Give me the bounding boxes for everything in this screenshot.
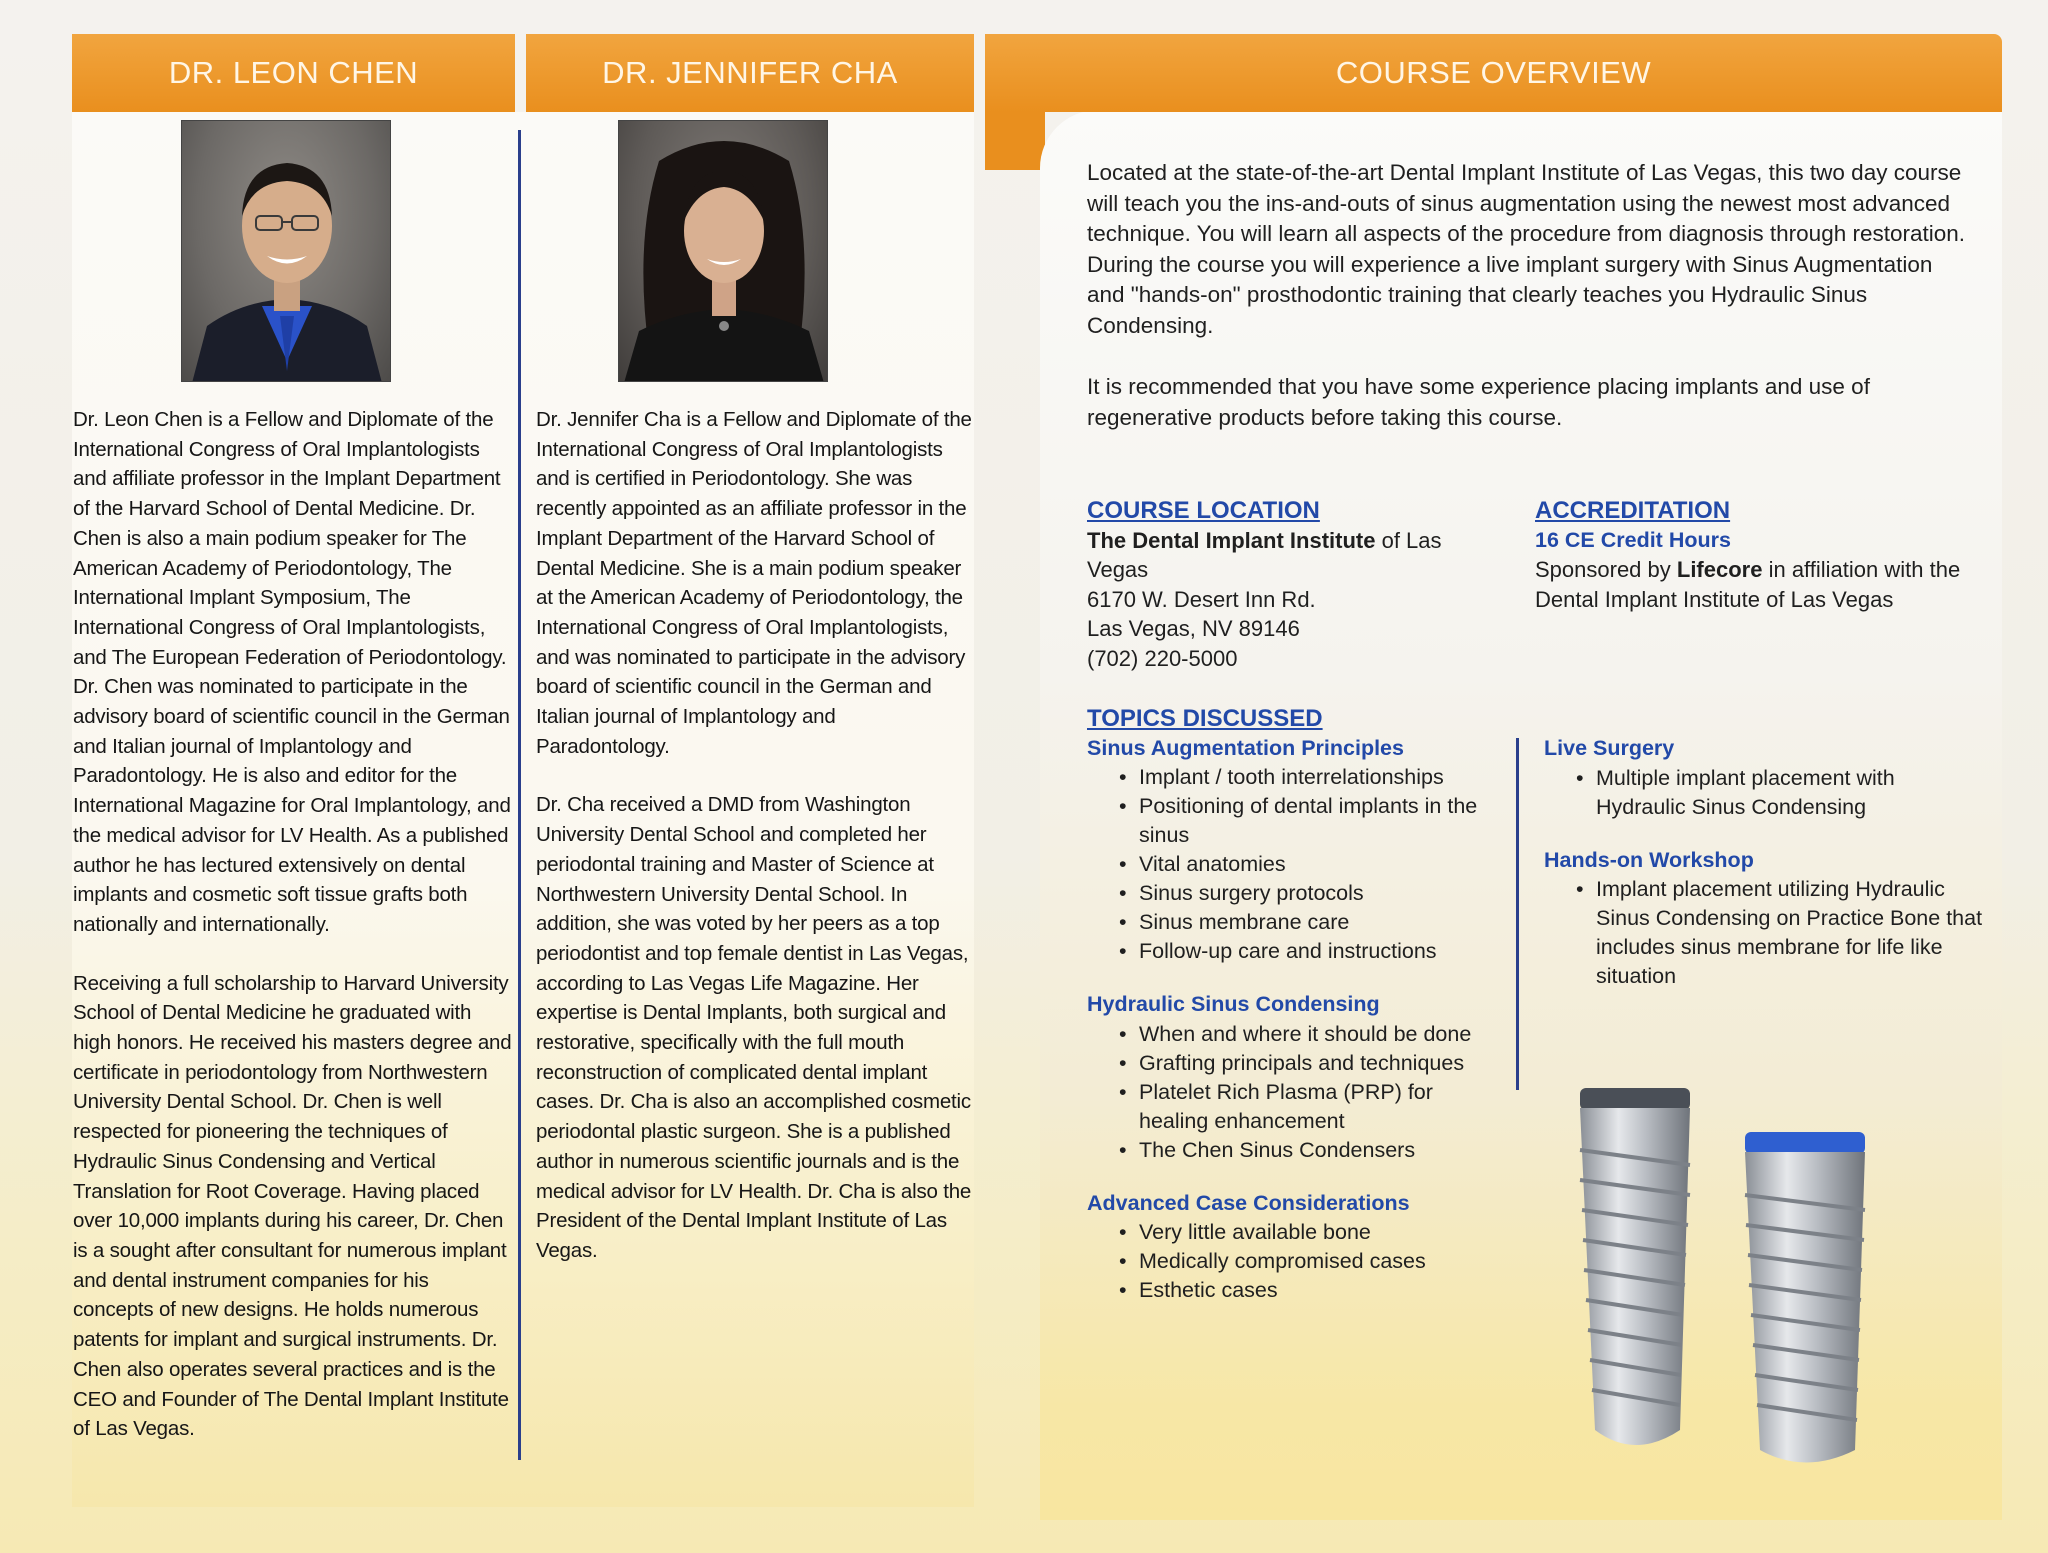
accreditation-title: ACCREDITATION (1535, 497, 1731, 524)
sponsored-suffix: in affiliation with the Dental Implant Institute of Las Vegas (1535, 557, 1961, 612)
topic-item: • Implant placement utilizing Hydraulic Sinus Condensing on Practice Bone that includes sinus membrane for life like situation (1576, 875, 1984, 991)
dental-implants-image (1520, 1070, 1940, 1470)
topic-list (1119, 763, 1507, 966)
topic-item: • Vital anatomies (1119, 850, 1507, 879)
topics-divider (1516, 738, 1519, 1090)
course-overview-text (1087, 158, 1967, 464)
overview-paragraph-1: Located at the state-of-the-art Dental Implant Institute of Las Vegas, this two day course will teach you the ins-and-outs of sinus augmentation using the newest most advanced technique. You will learn all aspects of the procedure from diagnosis through restoration. During the course you will experience a live implant surgery with Sinus Augmentation and "hands-on" prosthodontic training that clearly teaches you Hydraulic Sinus Condensing. (1087, 160, 1966, 338)
topic-item: • Sinus surgery protocols (1119, 879, 1507, 908)
column-divider (518, 130, 521, 1460)
topics-hands-on (1544, 734, 1984, 991)
topic-item: • Implant / tooth interrelationships (1119, 763, 1507, 792)
bio-cha-paragraph-2: Dr. Cha received a DMD from Washington University Dental School and completed her periodontal training and Master of Science at Northwestern University Dental School. In addition, she was voted by her peers as a top periodontist and top female dentist in Las Vegas, according to Las Vegas Life Magazine. Her expertise is Dental Implants, both surgical and restorative, specifically with the full mouth reconstruction of complicated dental implant cases. Dr. Cha is also an accomplished cosmetic periodontal plastic surgeon. She is a published author in numerous scientific journals and is the medical advisor for LV Health. Dr. Cha is also the President of the Dental Implant Institute of Las Vegas. (536, 793, 972, 1262)
bio-leon-chen (73, 405, 513, 1473)
header-corner (985, 110, 1045, 170)
topic-heading: Advanced Case Considerations (1087, 1190, 1410, 1215)
topic-list (1576, 764, 1984, 822)
topic-item: • Very little available bone (1119, 1218, 1507, 1247)
accreditation (1535, 496, 1975, 614)
header-dr-leon-chen: DR. LEON CHEN (72, 34, 515, 112)
topic-item: • The Chen Sinus Condensers (1119, 1136, 1507, 1165)
bio-cha-paragraph-1: Dr. Jennifer Cha is a Fellow and Diplomate of the International Congress of Oral Implantologists and is certified in Periodontology. She was recently appointed as an affiliate professor in the Implant Department of the Harvard School of Dental Medicine. She is a main podium speaker at the American Academy of Periodontology, the International Congress of Oral Implantologists, and was nominated to participate in the advisory board of scientific council in the German and Italian journal of Implantology and Paradontology. (536, 408, 972, 758)
topic-item: • Esthetic cases (1119, 1276, 1507, 1305)
location-city: of Las Vegas (1087, 527, 1442, 582)
topic-item: • Follow-up care and instructions (1119, 937, 1507, 966)
header-course-overview: COURSE OVERVIEW (985, 34, 2002, 112)
topic-item: • When and where it should be done (1119, 1020, 1507, 1049)
location-name: The Dental Implant Institute (1087, 527, 1376, 553)
course-location (1087, 496, 1507, 673)
credit-hours: 16 CE Credit Hours (1535, 527, 1731, 552)
topic-list (1576, 875, 1984, 991)
sponsored-prefix: Sponsored by (1535, 557, 1677, 582)
bio-jennifer-cha (536, 405, 973, 1295)
topic-item: • Medically compromised cases (1119, 1247, 1507, 1276)
topic-item: • Positioning of dental implants in the sinus (1119, 792, 1507, 850)
topic-heading: Live Surgery (1544, 736, 1675, 760)
topic-item: • Multiple implant placement with Hydraulic Sinus Condensing (1576, 764, 1984, 822)
topics-title: TOPICS DISCUSSED (1087, 705, 1323, 732)
topic-heading: Sinus Augmentation Principles (1087, 735, 1404, 760)
topic-list (1119, 1218, 1507, 1305)
location-address-2: Las Vegas, NV 89146 (1087, 616, 1300, 641)
topic-item: • Grafting principals and techniques (1119, 1049, 1507, 1078)
topic-item: • Platelet Rich Plasma (PRP) for healing enhancement (1119, 1078, 1507, 1136)
topic-item: • Sinus membrane care (1119, 908, 1507, 937)
topics-discussed (1087, 704, 1507, 1305)
photo-dr-jennifer-cha (618, 120, 828, 382)
bio-chen-paragraph-2: Receiving a full scholarship to Harvard University School of Dental Medicine he graduated with high honors. He received his masters degree and certificate in periodontology from Northwestern University Dental School. Dr. Chen is well respected for pioneering the techniques of Hydraulic Sinus Condensing and Vertical Translation for Root Coverage. Having placed over 10,000 implants during his career, Dr. Chen is a sought after consultant for numerous implant and dental instrument companies for his concepts of new designs. He holds numerous patents for implant and surgical instruments. Dr. Chen also operates several practices and is the CEO and Founder of The Dental Implant Institute of Las Vegas. (73, 971, 512, 1441)
topic-heading: Hydraulic Sinus Condensing (1087, 992, 1380, 1016)
sponsor-name: Lifecore (1676, 557, 1763, 582)
location-address-1: 6170 W. Desert Inn Rd. (1087, 586, 1316, 612)
topic-heading: Hands-on Workshop (1544, 847, 1754, 872)
course-location-title: COURSE LOCATION (1087, 497, 1320, 524)
header-dr-jennifer-cha: DR. JENNIFER CHA (526, 34, 974, 112)
overview-paragraph-2: It is recommended that you have some experience placing implants and use of regenerative products before taking this course. (1087, 374, 1870, 430)
bio-chen-paragraph-1: Dr. Leon Chen is a Fellow and Diplomate of the International Congress of Oral Implantologists and affiliate professor in the Implant Department of the Harvard School of Dental Medicine. Dr. Chen is also a main podium speaker for The American Academy of Periodontology, The International Implant Symposium, The International Congress of Oral Implantologists, and The European Federation of Periodontology. Dr. Chen was nominated to participate in the advisory board of scientific council in the German and Italian journal of Implantology and Paradontology. He is also and editor for the International Magazine for Oral Implantology, and the medical advisor for LV Health. As a published author he has lectured extensively on dental implants and cosmetic soft tissue grafts both nationally and internationally. (73, 408, 511, 936)
photo-dr-leon-chen (181, 120, 391, 382)
location-phone: (702) 220-5000 (1087, 645, 1238, 671)
topic-list (1119, 1020, 1507, 1165)
